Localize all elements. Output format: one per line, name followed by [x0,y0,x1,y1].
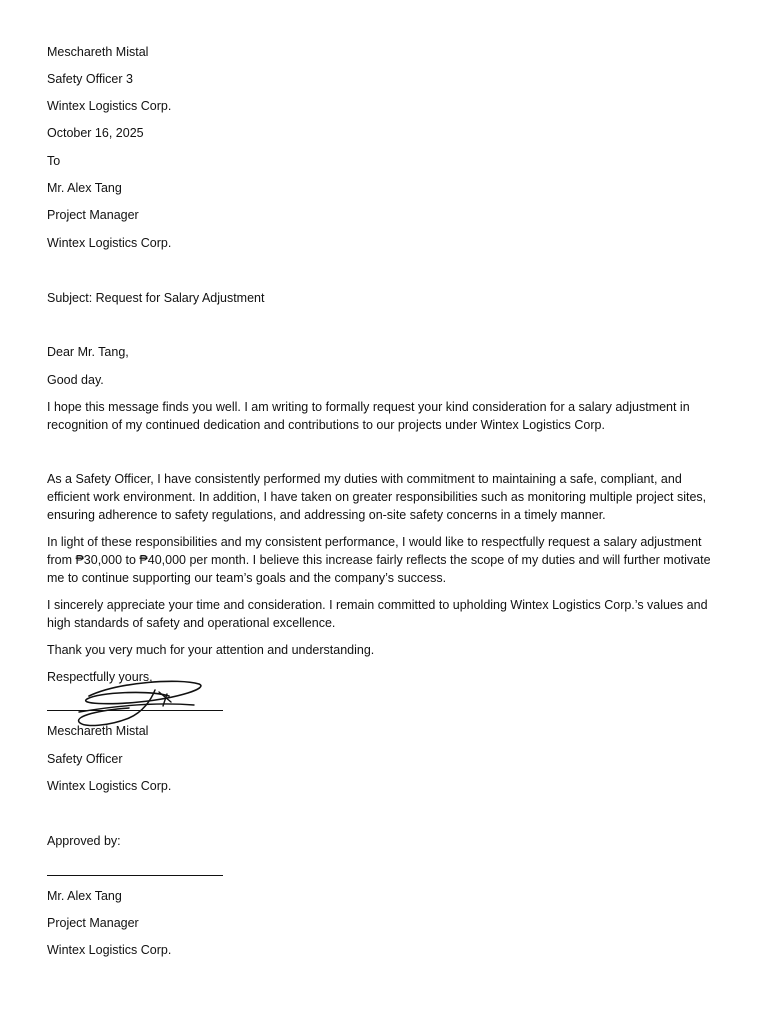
body-paragraph-1: I hope this message finds you well. I am writing to formally request your kind consideration for a salary adjustment in recognition of my continued dedication and contributions to our projects under Wintex Logistics Corp. [47,400,690,432]
recipient-title: Project Manager [47,208,139,222]
body-paragraph-4: I sincerely appreciate your time and consideration. I remain committed to upholding Wintex Logistics Corp.’s values and high standards of safety and operational excellence. [47,598,708,630]
subject-line: Subject: Request for Salary Adjustment [47,291,265,305]
recipient-company: Wintex Logistics Corp. [47,236,172,250]
body-paragraph-3: In light of these responsibilities and my consistent performance, I would like to respectfully request a salary adjustment from ₱30,000 to ₱40,000 per month. I believe this increase fairly reflects the scope of my duties and will further motivate me to continue supporting our team’s goals and the company’s success. [47,535,711,585]
closing: Respectfully yours, [47,670,153,684]
signatory-company: Wintex Logistics Corp. [47,779,172,793]
recipient-name: Mr. Alex Tang [47,181,122,195]
signatory-name: Meschareth Mistal [47,724,149,738]
sender-company: Wintex Logistics Corp. [47,99,172,113]
greeting: Good day. [47,373,104,387]
approval-signature-line [47,875,223,876]
approver-company: Wintex Logistics Corp. [47,943,172,957]
approver-name: Mr. Alex Tang [47,889,122,903]
to-label: To [47,154,61,168]
sender-title: Safety Officer 3 [47,72,133,86]
body-paragraph-2: As a Safety Officer, I have consistently performed my duties with commitment to maintaining a safe, compliant, and efficient work environment. In addition, I have taken on greater responsibilities such as monitoring multiple project sites, ensuring adherence to safety regulations, and addressing on-site safety concerns in a timely manner. [47,472,707,522]
sender-name: Meschareth Mistal [47,45,149,59]
signatory-title: Safety Officer [47,752,123,766]
approver-title: Project Manager [47,916,139,930]
signature-line [47,710,223,711]
body-paragraph-5: Thank you very much for your attention and understanding. [47,643,375,657]
approved-by-label: Approved by: [47,834,121,848]
letter-date: October 16, 2025 [47,126,144,140]
salutation: Dear Mr. Tang, [47,345,129,359]
